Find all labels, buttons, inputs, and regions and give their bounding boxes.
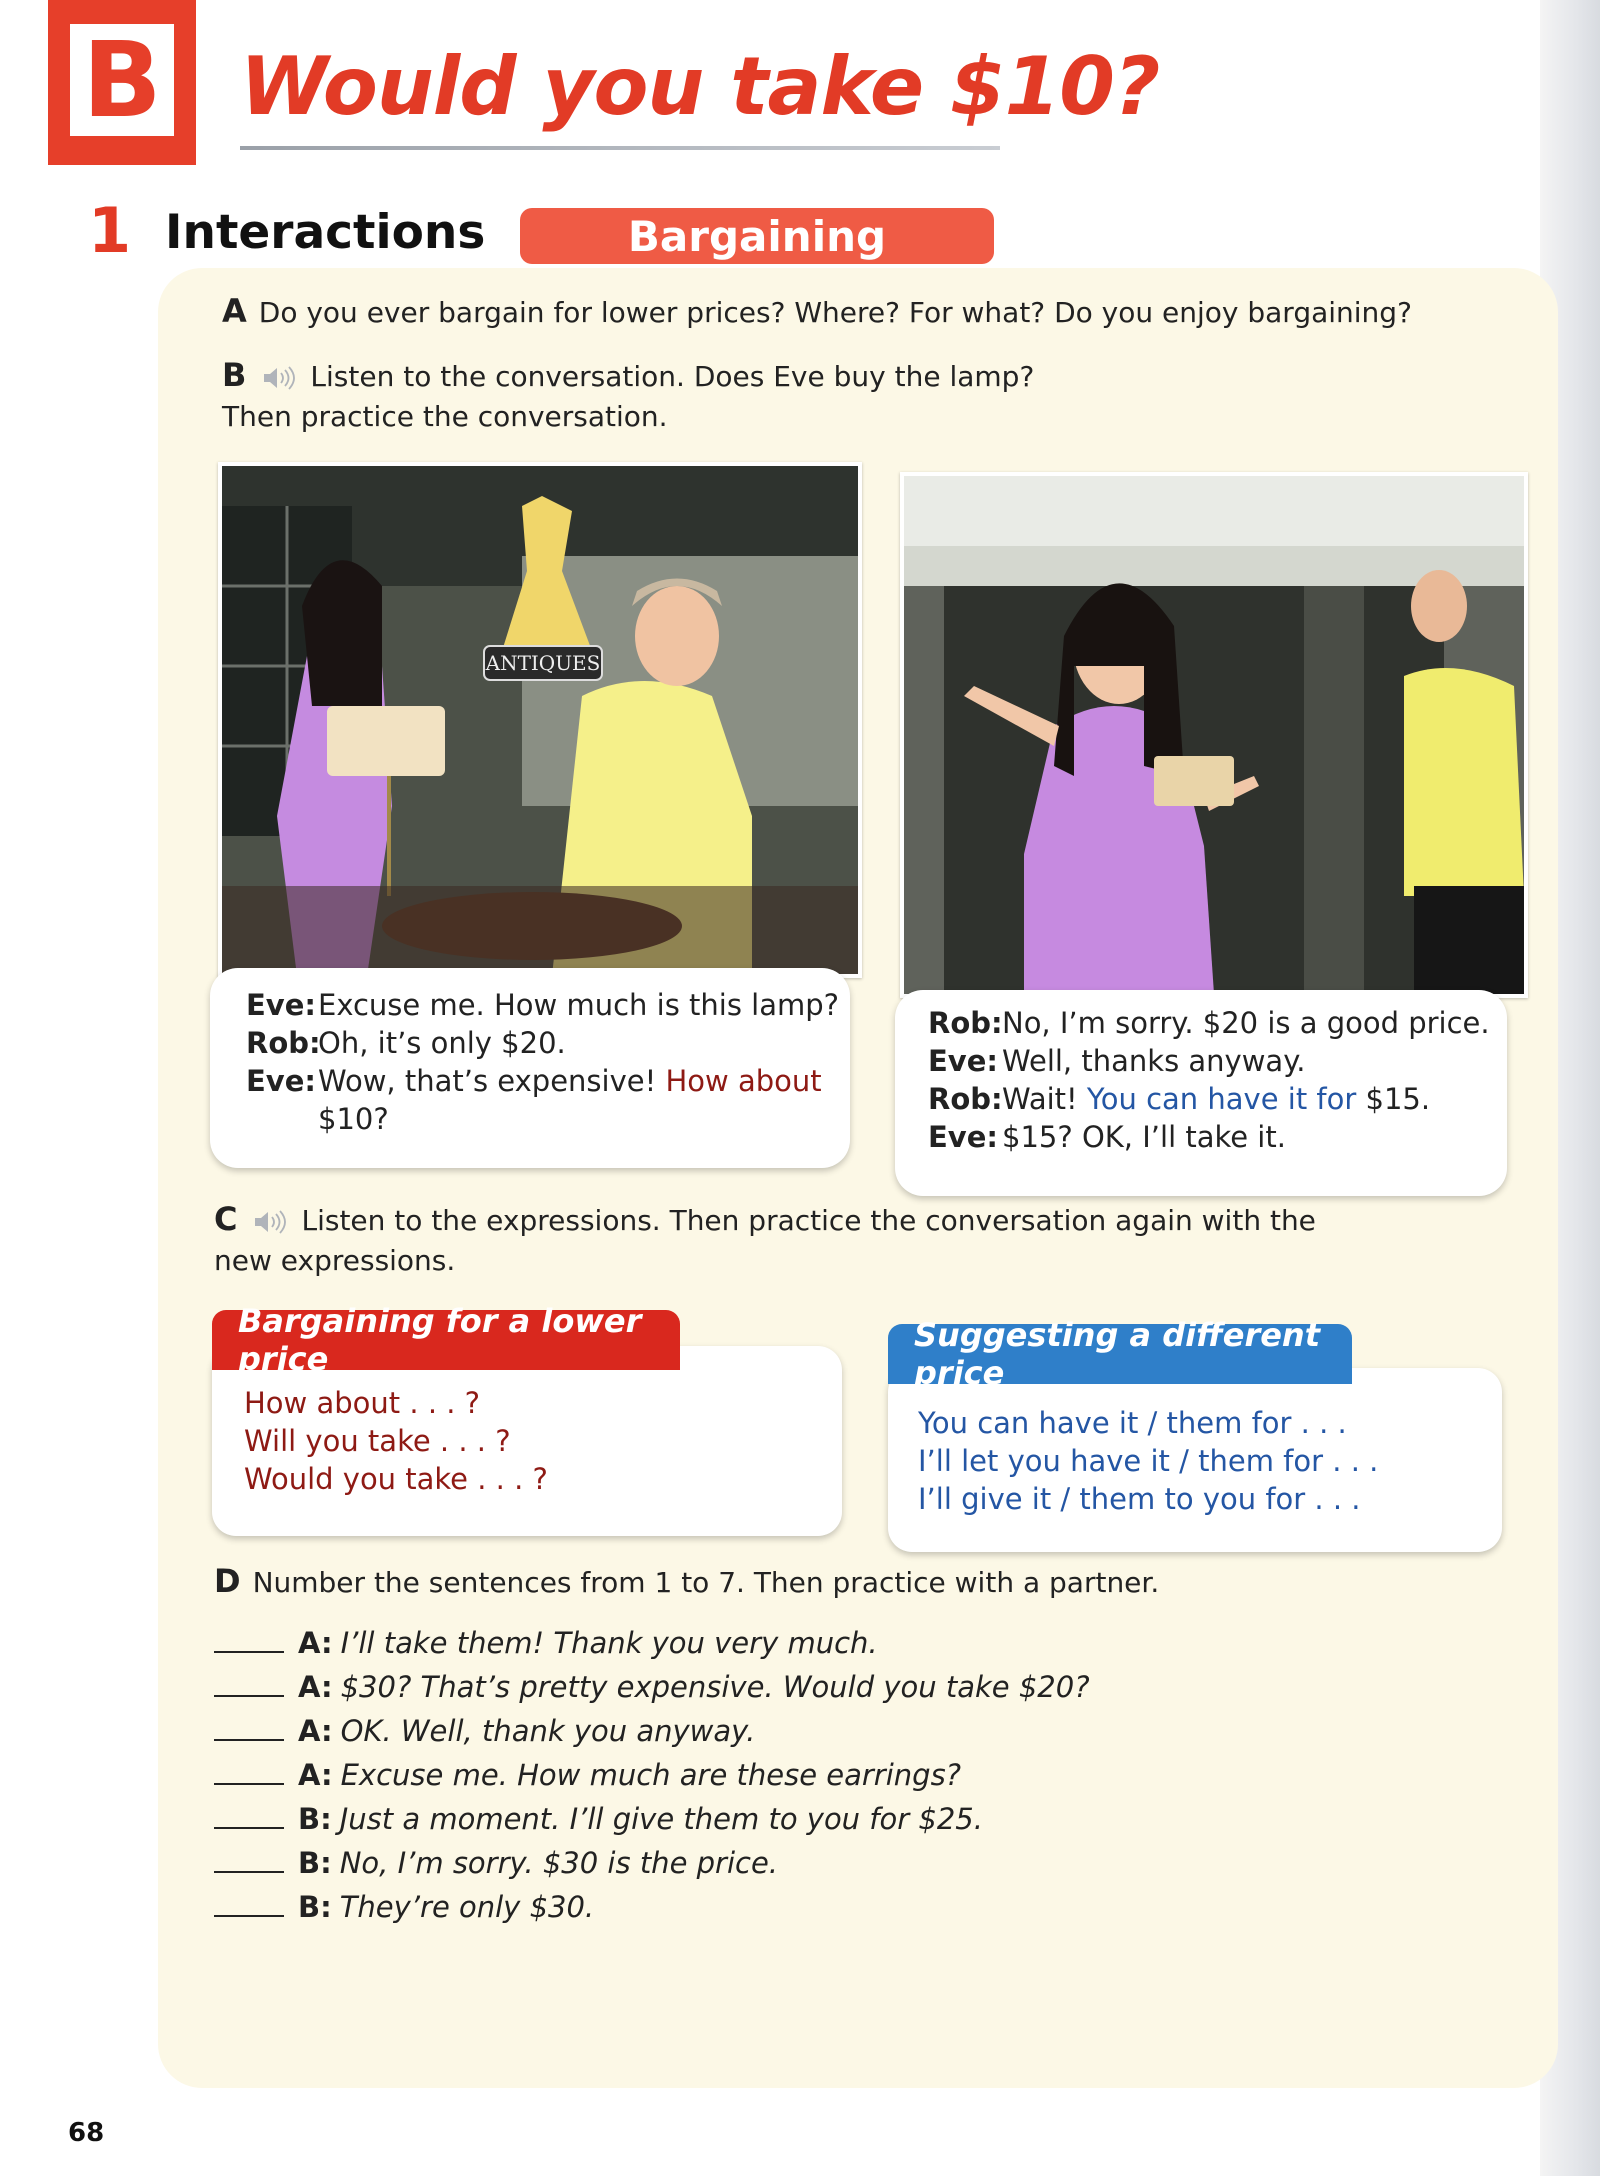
speaker-name: Eve: <box>246 1064 316 1098</box>
sentence-row <box>214 1890 594 1924</box>
sentence-row <box>214 1626 878 1660</box>
expression-item: How about . . . ? <box>244 1386 481 1420</box>
dialogue-text: Wait! <box>1002 1082 1087 1116</box>
dialogue-highlight: How about <box>665 1064 822 1098</box>
exercise-b-line2: Then practice the conversation. <box>222 400 668 433</box>
expression-item: I’ll let you have it / them for . . . <box>918 1444 1379 1478</box>
sentence-speaker: A: <box>298 1714 333 1748</box>
answer-blank[interactable] <box>214 1631 284 1653</box>
sentence-text: $30? That’s pretty expensive. Would you take $20? <box>340 1670 1090 1704</box>
answer-blank[interactable] <box>214 1719 284 1741</box>
sentence-text: They’re only $30. <box>339 1890 595 1924</box>
box-lower-price-title-text: Bargaining for a lower price <box>238 1302 642 1378</box>
sentence-speaker: B: <box>298 1846 332 1880</box>
photo-shop-door <box>900 472 1528 998</box>
exercise-d <box>214 1562 1159 1600</box>
dialogue-line <box>246 1026 566 1060</box>
answer-blank[interactable] <box>214 1675 284 1697</box>
dialogue-line <box>246 1064 822 1098</box>
expression-item: I’ll give it / them to you for . . . <box>918 1482 1361 1516</box>
exercise-c-line2: new expressions. <box>214 1244 456 1277</box>
exercise-a-text: Do you ever bargain for lower prices? Where? For what? Do you enjoy bargaining? <box>258 296 1412 329</box>
exercise-b-text1: Listen to the conversation. Does Eve buy the lamp? <box>310 360 1035 393</box>
speaker-name: Rob: <box>928 1006 1003 1040</box>
box-different-price-title-text: Suggesting a different price <box>914 1316 1320 1392</box>
sentence-speaker: B: <box>298 1802 332 1836</box>
sentence-row <box>214 1670 1090 1704</box>
expression-item: Would you take . . . ? <box>244 1462 548 1496</box>
dialogue-text: Well, thanks anyway. <box>1002 1044 1306 1078</box>
exercise-b-line1 <box>222 356 1034 394</box>
photo-shop-door-image <box>904 476 1524 994</box>
sentence-text: OK. Well, thank you anyway. <box>340 1714 756 1748</box>
sentence-speaker: A: <box>298 1758 333 1792</box>
expression-item: You can have it / them for . . . <box>918 1406 1347 1440</box>
dialogue-text: Oh, it’s only $20. <box>318 1026 566 1060</box>
speaker-name: Eve: <box>928 1120 998 1154</box>
sentence-speaker: A: <box>298 1626 333 1660</box>
dialogue-text: No, I’m sorry. $20 is a good price. <box>1002 1006 1490 1040</box>
answer-blank[interactable] <box>214 1807 284 1829</box>
photo-antique-shop <box>218 462 862 978</box>
expression-item: Will you take . . . ? <box>244 1424 511 1458</box>
exercise-d-instruction: Number the sentences from 1 to 7. Then practice with a partner. <box>252 1566 1160 1599</box>
sentence-text: Just a moment. I’ll give them to you for $25. <box>339 1802 983 1836</box>
lesson-title: Would you take $10? <box>240 40 1160 133</box>
section-name: Interactions <box>165 205 486 260</box>
dialogue-line <box>928 1082 1430 1116</box>
speaker-icon[interactable] <box>262 365 296 391</box>
dialogue-text: $15? OK, I’ll take it. <box>1002 1120 1286 1154</box>
box-different-price-title <box>888 1316 1352 1392</box>
sentence-text: No, I’m sorry. $30 is the price. <box>339 1846 779 1880</box>
sentence-speaker: B: <box>298 1890 332 1924</box>
dialogue-line-continued: $10? <box>318 1102 389 1136</box>
topic-pill <box>520 208 994 264</box>
answer-blank[interactable] <box>214 1851 284 1873</box>
answer-blank[interactable] <box>214 1895 284 1917</box>
photo-antique-shop-image <box>222 466 858 974</box>
sentence-row <box>214 1846 778 1880</box>
dialogue-text: Wow, that’s expensive! <box>318 1064 666 1098</box>
page-number: 68 <box>68 2118 105 2148</box>
speaker-name: Rob: <box>246 1026 321 1060</box>
sentence-speaker: A: <box>298 1670 333 1704</box>
section-letter: B <box>70 24 174 136</box>
exercise-a-label: A <box>222 292 247 330</box>
speaker-name: Eve: <box>928 1044 998 1078</box>
section-badge <box>48 0 196 165</box>
dialogue-line <box>928 1006 1490 1040</box>
dialogue-highlight: You can have it for <box>1086 1082 1357 1116</box>
sentence-text: I’ll take them! Thank you very much. <box>340 1626 878 1660</box>
topic-label: Bargaining <box>627 211 887 261</box>
antiques-sign: ANTIQUES <box>485 651 601 675</box>
dialogue-text: $15. <box>1356 1082 1431 1116</box>
sentence-row <box>214 1802 983 1836</box>
dialogue-line <box>928 1120 1286 1154</box>
exercise-c-label: C <box>214 1200 238 1238</box>
speaker-icon[interactable] <box>253 1209 287 1235</box>
dialogue-line <box>246 988 839 1022</box>
dialogue-line <box>928 1044 1305 1078</box>
exercise-d-label: D <box>214 1562 241 1600</box>
sentence-row <box>214 1758 961 1792</box>
dialogue-text: Excuse me. How much is this lamp? <box>318 988 840 1022</box>
exercise-c-text1: Listen to the expressions. Then practice the conversation again with the <box>301 1204 1316 1237</box>
exercise-b-label: B <box>222 356 247 394</box>
section-number: 1 <box>88 194 132 267</box>
speaker-name: Eve: <box>246 988 316 1022</box>
sentence-row <box>214 1714 755 1748</box>
speaker-name: Rob: <box>928 1082 1003 1116</box>
title-underline <box>240 146 1000 150</box>
box-lower-price-title <box>212 1302 680 1378</box>
exercise-a <box>222 292 1412 330</box>
answer-blank[interactable] <box>214 1763 284 1785</box>
sentence-text: Excuse me. How much are these earrings? <box>340 1758 962 1792</box>
exercise-c-line1 <box>214 1200 1316 1238</box>
